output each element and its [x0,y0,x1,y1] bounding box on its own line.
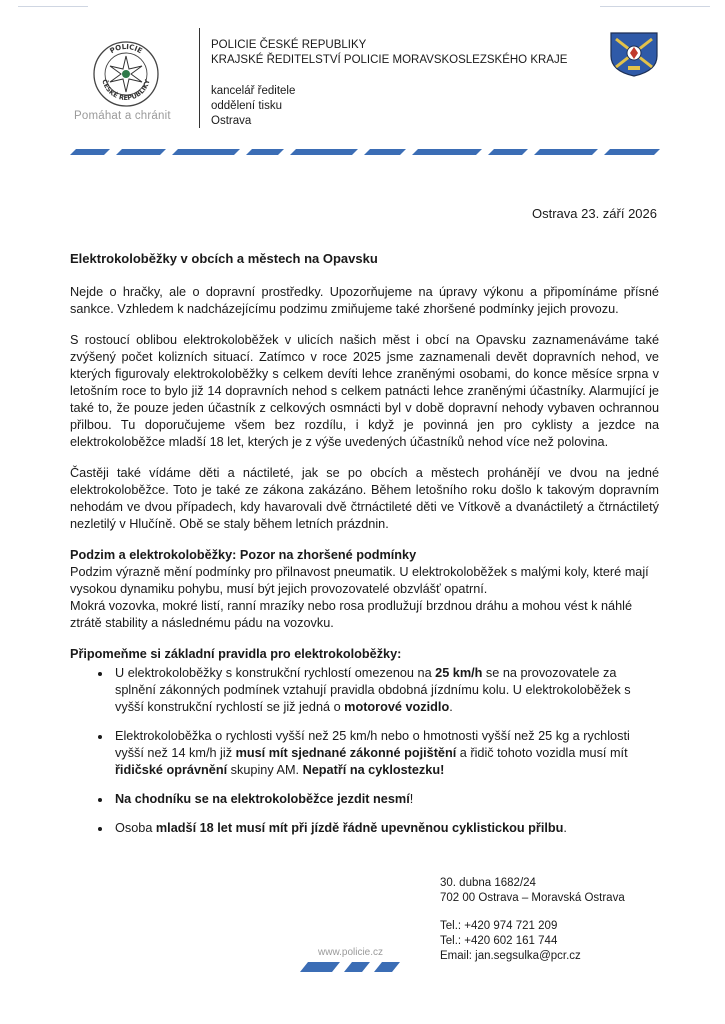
section-autumn-heading: Podzim a elektrokoloběžky: Pozor na zhoršené podmínky [70,548,417,562]
rules-list [70,665,659,837]
paragraph-intro: Nejde o hračky, ale o dopravní prostředky. Upozorňujeme na úpravy výkonu a připomínáme přísné sankce. Vzhledem k nadcházejícímu podzimu zmiňujeme také zhoršené podmínky jejich provozu. [70,285,659,316]
section-rules-heading: Připomeňme si základní pravidla pro elektrokoloběžky: [70,647,402,661]
top-left-decoration [18,6,88,7]
svg-text:ČESKÉ REPUBLIKY: ČESKÉ REPUBLIKY [100,78,152,103]
organization-name: POLICIE ČESKÉ REPUBLIKY [211,39,367,51]
department-office: kancelář ředitele [211,85,296,97]
section-autumn-text2: Mokrá vozovka, mokré listí, ranní mrazíky nebo rosa prodlužují brzdnou dráhu a mohou vést k náhlé ztrátě stability a následnému pádu na vozovku. [70,599,633,630]
rule-item-sidewalk: • Na chodníku se na elektrokoloběžce jezdit nesmí! [112,791,659,808]
footer-stripe [300,960,400,974]
footer-contact [440,876,625,964]
paragraph-children: Častěji také vídáme děti a náctileté, jak se po obcích a městech prohánějí ve dvou na jedné elektrokoloběžce. Toto je také ze zákona zakázáno. Během letošního roku došlo k takovým dopravním nehodám ve dvou případech, kdy havarovali dvě čtrnáctileté děti ve Vítkově a dvanáctiletý a čtrnáctiletý nezletilý v Hlučíně. Obě se staly během letních prázdnin. [70,466,659,531]
section-autumn [70,547,659,632]
website-link[interactable]: www.policie.cz [318,947,384,958]
department-city: Ostrava [211,115,252,127]
document-title: Elektrokoloběžky v obcích a městech na Opavsku [70,251,378,266]
top-right-decoration [600,6,710,7]
phone-1: Tel.: +420 974 721 209 [440,920,558,932]
rule-item-speed: • U elektrokoloběžky s konstrukční rychlostí omezenou na 25 km/h se na provozovatele za splnění zákonných podmínek vztahují pravidla obdobná jízdnímu kolu. U elektrokoloběžek s vyšší konstrukční rychlostí se již jedná o motorové vozidlo. [112,665,659,716]
svg-text:POLICIE: POLICIE [108,42,144,56]
regional-police-crest-icon [608,30,660,78]
email-address: Email: jan.segsulka@pcr.cz [440,950,581,962]
department-press: oddělení tisku [211,100,282,112]
document-date: Ostrava 23. září 2026 [531,206,657,221]
header-divider [199,28,200,128]
rule-item-helmet: • Osoba mladší 18 let musí mít při jízdě řádně upevněnou cyklistickou přilbu. [112,820,659,837]
header-stripe [70,145,660,157]
phone-2: Tel.: +420 602 161 744 [440,935,558,947]
address-city: 702 00 Ostrava – Moravská Ostrava [440,892,625,904]
police-motto: Pomáhat a chránit [74,110,171,122]
police-star-emblem-icon [92,40,160,108]
paragraph-statistics: S rostoucí oblibou elektrokoloběžek v ulicích našich měst i obcí na Opavsku zaznamenáváme také zvýšený počet kolizních situací. Zatímco v roce 2025 jsme zaznamenali devět dopravních nehod, ve kterých figurovaly elektrokoloběžky s celkem devíti lehce zraněnými osobami, do konce měsíce srpna v letošním roce to bylo již 14 dopravních nehod s celkem patnácti lehce zraněnými účastníky. Alarmující je také to, že pouze jeden účastník z celkových osmnácti byl v době dopravní nehody vybaven ochrannou přilbou. Tu doporučujeme všem bez rozdílu, i když je povinná jen pro cyklisty a jezdce na elektrokoloběžce mladší 18 let, kterých je z výše uvedených účastníků nehod více než polovina. [70,333,659,449]
document-body [70,250,659,849]
address-street: 30. dubna 1682/24 [440,877,536,889]
rule-item-insurance: • Elektrokoloběžka o rychlosti vyšší než 25 km/h nebo o hmotnosti vyšší než 25 kg a rychlosti vyšší než 14 km/h již musí mít sjednané zákonné pojištění a řidič tohoto vozidla musí mít řidičské oprávnění skupiny AM. Nepatří na cyklostezku! [112,728,659,779]
section-rules [70,646,659,837]
regional-directorate-name: KRAJSKÉ ŘEDITELSTVÍ POLICIE MORAVSKOSLEZSKÉHO KRAJE [211,54,568,66]
section-autumn-text1: Podzim výrazně mění podmínky pro přilnavost pneumatik. U elektrokoloběžek s malými koly, které mají vysokou dynamiku pohybu, musí být jejich provozovatelé obzvlášť opatrní. [70,565,649,596]
